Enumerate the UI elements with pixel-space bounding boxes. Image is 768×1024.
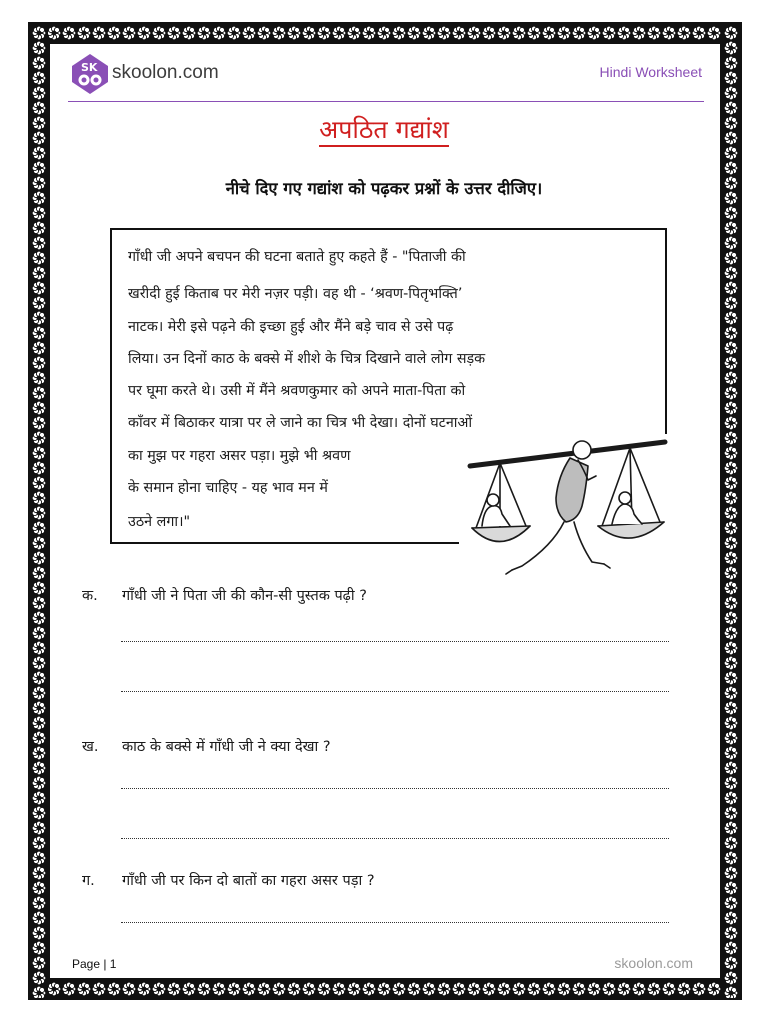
passage-line: काँवर में बिठाकर यात्रा पर ले जाने का चित्र भी देखा। दोनों घटनाओं [128, 415, 473, 431]
answer-line[interactable] [121, 691, 669, 692]
answer-line[interactable] [121, 838, 669, 839]
question-label: ग. [82, 873, 95, 889]
question-1 [82, 585, 367, 605]
passage-line: गाँधी जी अपने बचपन की घटना बताते हुए कहते हैं - "पिताजी की [128, 249, 466, 265]
passage-line: नाटक। मेरी इसे पढ़ने की इच्छा हुई और मैंने बड़े चाव से उसे पढ़ [128, 319, 454, 335]
question-text: गाँधी जी पर किन दो बातों का गहरा असर पड़ा ? [122, 873, 375, 889]
worksheet-label: Hindi Worksheet [599, 64, 702, 80]
passage-line: लिया। उन दिनों काठ के बक्से में शीशे के चित्र दिखाने वाले लोग सड़क [128, 351, 486, 367]
flower-border-bottom [30, 980, 740, 998]
footer-site: skoolon.com [614, 955, 693, 971]
passage-line: का मुझ पर गहरा असर पड़ा। मुझे भी श्रवण [128, 448, 351, 464]
instruction-text: नीचे दिए गए गद्यांश को पढ़कर प्रश्नों के उत्तर दीजिए। [225, 179, 543, 198]
page-title: अपठित गद्यांश [0, 112, 768, 146]
question-label: ख. [82, 739, 99, 755]
svg-text:SK: SK [81, 61, 98, 74]
passage-line: उठने लगा।" [128, 514, 191, 530]
passage-line: खरीदी हुई किताब पर मेरी नज़र पड़ी। वह थी - ‘श्रवण-पितृभक्ति’ [128, 286, 463, 302]
answer-line[interactable] [121, 788, 669, 789]
site-logo-text: skoolon.com [112, 62, 219, 83]
page-number: Page | 1 [72, 957, 117, 971]
question-2 [82, 736, 331, 756]
header-divider [68, 101, 704, 102]
passage-line: पर घूमा करते थे। उसी में मैंने श्रवणकुमार को अपने माता-पिता को [128, 383, 466, 399]
question-text: काठ के बक्से में गाँधी जी ने क्या देखा ? [122, 739, 331, 755]
answer-line[interactable] [121, 922, 669, 923]
flower-border-top [30, 24, 740, 42]
passage-line: के समान होना चाहिए - यह भाव मन में [128, 480, 328, 496]
flower-border-right [722, 24, 740, 998]
answer-line[interactable] [121, 641, 669, 642]
flower-border-left [30, 24, 48, 998]
question-label: क. [82, 588, 98, 604]
question-3 [82, 870, 375, 890]
shravan-kumar-carrying-parents-illustration [460, 436, 670, 591]
question-text: गाँधी जी ने पिता जी की कौन-सी पुस्तक पढ़ी ? [122, 588, 367, 604]
